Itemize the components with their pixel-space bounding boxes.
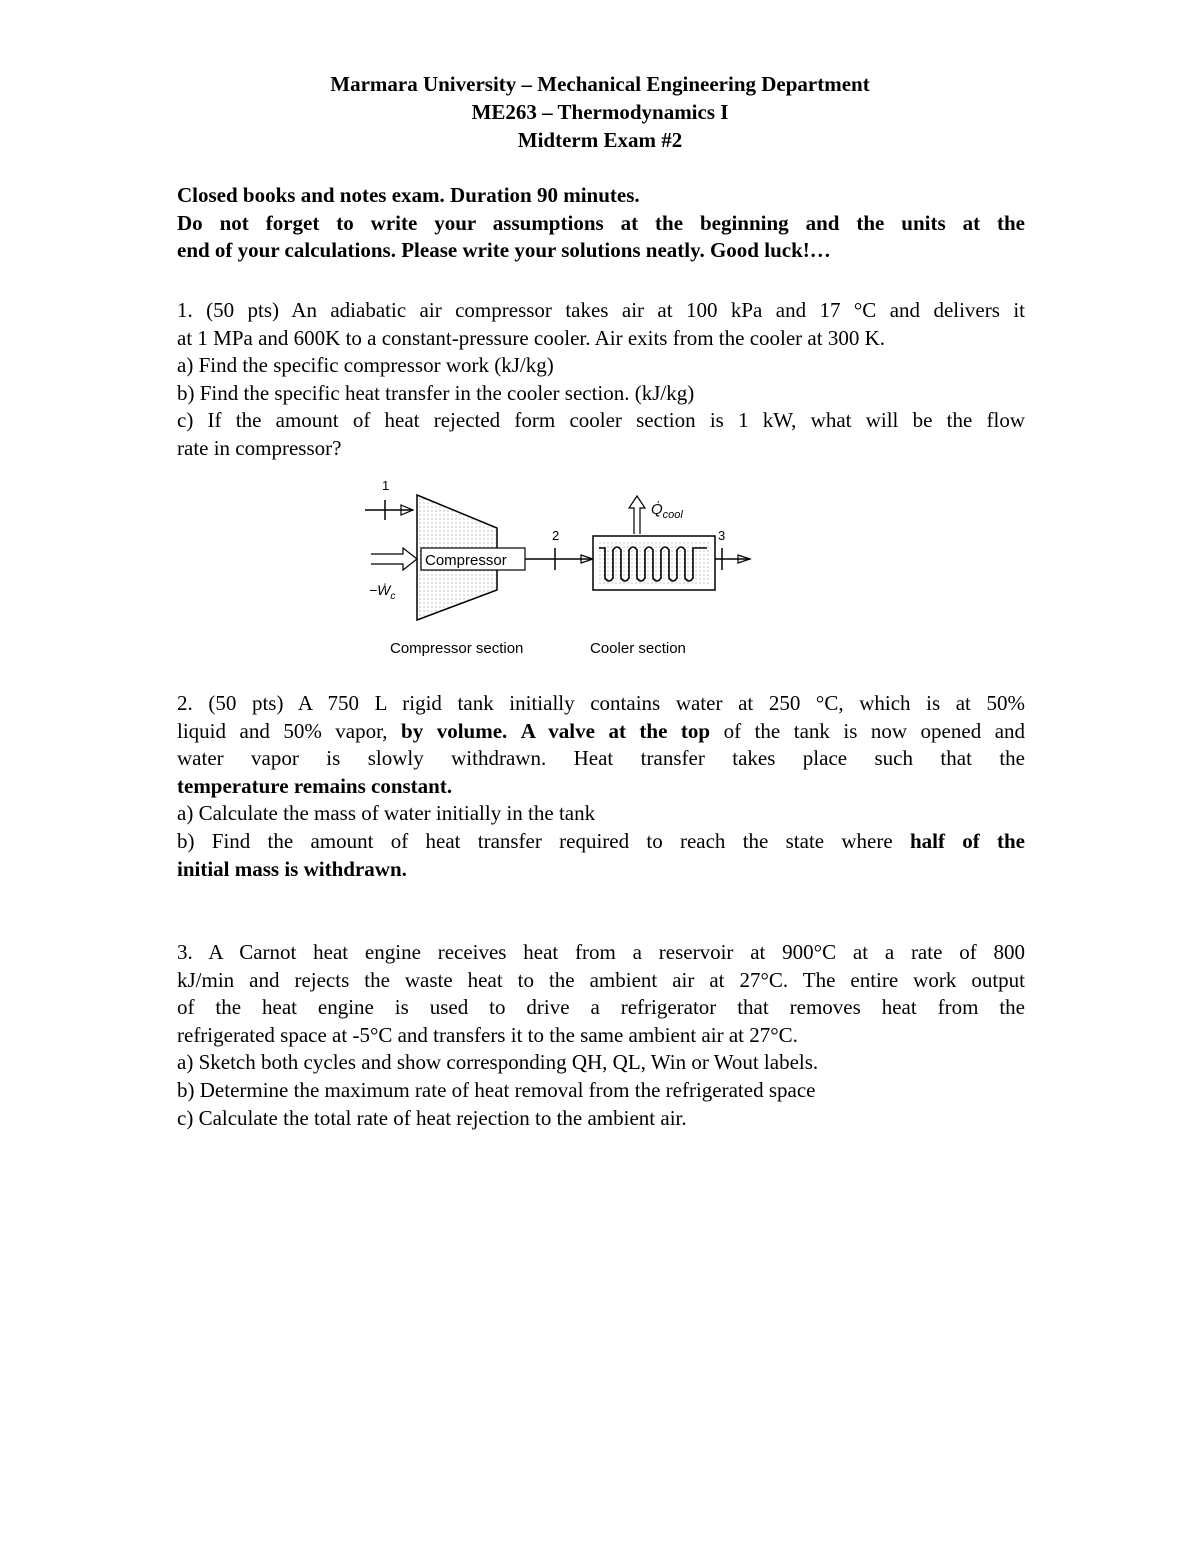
heat-out-arrow: [629, 496, 645, 534]
q2-part-b-line-2: initial mass is withdrawn.: [177, 856, 407, 881]
q1-line-1: 1. (50 pts) An adiabatic air compressor takes air at 100 kPa and 17 °C and delivers it: [177, 298, 1025, 322]
q1-line-2: at 1 MPa and 600K to a constant-pressure cooler. Air exits from the cooler at 300 K.: [177, 325, 885, 350]
state-1-label: 1: [382, 478, 390, 493]
cooler-section-label: Cooler section: [590, 640, 686, 657]
q1-part-b: b) Find the specific heat transfer in the cooler section. (kJ/kg): [177, 380, 695, 405]
compressor-section-label: Compressor section: [390, 640, 524, 657]
q3-line-4: refrigerated space at -5°C and transfers it to the same ambient air at 27°C.: [177, 1022, 798, 1047]
q3-line-2: kJ/min and rejects the waste heat to the ambient air at 27°C. The entire work output: [177, 967, 1025, 992]
q1-part-c-line-1: c) If the amount of heat rejected form cooler section is 1 kW, what will be the flow: [177, 408, 1025, 433]
compressor-cooler-diagram: [355, 470, 795, 665]
instructions: [177, 182, 1025, 265]
q3-part-a: a) Sketch both cycles and show corresponding QH, QL, Win or Wout labels.: [177, 1050, 819, 1075]
q1-part-a: a) Find the specific compressor work (kJ/kg): [177, 353, 554, 378]
q2-line-2: liquid and 50% vapor, by volume. A valve at the top of the tank is now opened and: [177, 718, 1026, 743]
compressor-label: Compressor: [425, 552, 507, 569]
q3-part-c: c) Calculate the total rate of heat rejection to the ambient air.: [177, 1105, 687, 1130]
question-3: [177, 939, 1025, 1132]
header-course: ME263 – Thermodynamics I: [471, 100, 729, 124]
q2-line-3: water vapor is slowly withdrawn. Heat transfer takes place such that the: [177, 746, 1025, 771]
q1-part-c-line-2: rate in compressor?: [177, 435, 342, 460]
q2-part-a: a) Calculate the mass of water initially in the tank: [177, 801, 596, 826]
state-3-label: 3: [718, 528, 726, 543]
q3-line-3: of the heat engine is used to drive a refrigerator that removes heat from the: [177, 995, 1025, 1020]
q2-line-1: 2. (50 pts) A 750 L rigid tank initially contains water at 250 °C, which is at 50%: [177, 691, 1025, 715]
header-exam-title: Midterm Exam #2: [517, 128, 683, 152]
header-university: Marmara University – Mechanical Engineering Department: [330, 72, 870, 96]
instructions-line-2: Do not forget to write your assumptions at the beginning and the units at the: [177, 210, 1025, 235]
instructions-line-3: end of your calculations. Please write your solutions neatly. Good luck!…: [177, 238, 831, 263]
work-input-arrow: [371, 548, 417, 570]
question-2: [177, 690, 1025, 883]
work-label: −Ẇ$_c$: [369, 582, 396, 602]
instructions-line-1: Closed books and notes exam. Duration 90 minutes.: [177, 183, 640, 207]
q3-line-1: 3. A Carnot heat engine receives heat from a reservoir at 900°C at a rate of 800: [177, 940, 1025, 964]
question-1: [177, 297, 1025, 463]
state-2-label: 2: [552, 528, 560, 543]
q3-part-b: b) Determine the maximum rate of heat removal from the refrigerated space: [177, 1077, 816, 1102]
q2-part-b-line-1: b) Find the amount of heat transfer required to reach the state where half of the: [177, 828, 1025, 853]
heat-rejection-label: $Q̇_{cool}$: [651, 501, 683, 521]
q2-line-4: temperature remains constant.: [177, 773, 453, 798]
